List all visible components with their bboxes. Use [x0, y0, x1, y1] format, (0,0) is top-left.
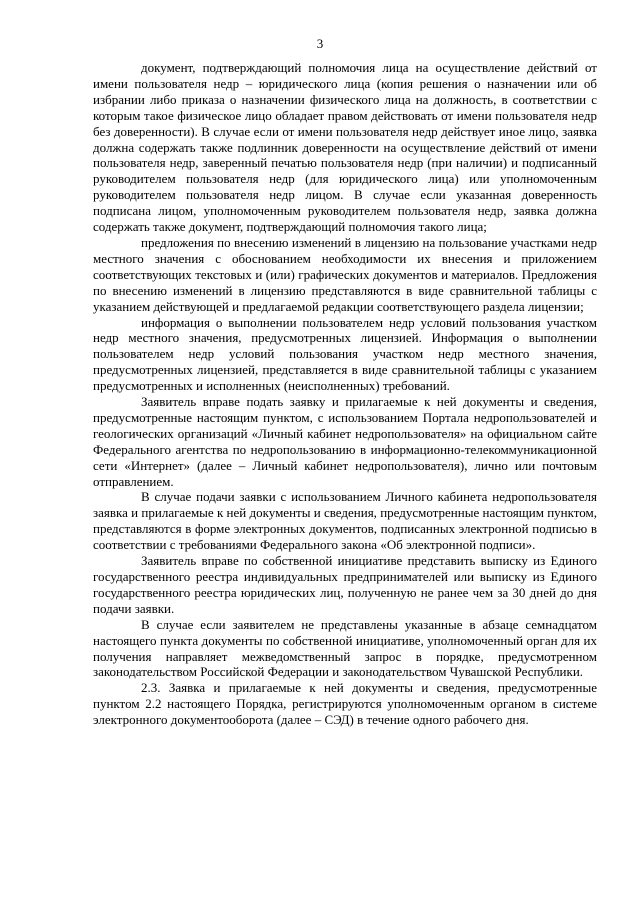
paragraph-interagency-request: В случае если заявителем не представлены указанные в абзаце семнадцатом настоящего пункта документы по собственной инициативе, уполномоченный орган для их получения направляет межведомственный запрос в порядке, предусмотренном законодательством Российской Федерации и законодательством Чувашской Республики. — [93, 616, 597, 680]
paragraph-license-conditions-info: информация о выполнении пользователем недр условий пользования участком недр местного значения, предусмотренных лицензией. Информация о выполнении пользователем недр условий пользования участком недр местного значения, предусмотренных лицензией, представляется в виде сравнительной таблицы с указанием предусмотренных и исполненных (неисполненных) требований. — [93, 314, 597, 394]
page-number: 3 — [316, 36, 324, 51]
paragraph-registration-2-3: 2.3. Заявка и прилагаемые к ней документы и сведения, предусмотренные пунктом 2.2 настоящего Порядка, регистрируются уполномоченным органом в системе электронного документооборота (далее – СЭД) в течение одного рабочего дня. — [93, 680, 597, 728]
paragraph-electronic-submission: В случае подачи заявки с использованием Личного кабинета недропользователя заявка и прилагаемые к ней документы и сведения, предусмотренные настоящим пунктом, представляются в форме электронных документов, подписанных электронной подписью в соответствии с требованиями Федерального закона «Об электронной подписи». — [93, 489, 597, 553]
document-body — [93, 60, 597, 728]
paragraph-license-change-proposals: предложения по внесению изменений в лицензию на пользование участками недр местного значения с обоснованием необходимости их внесения и приложением соответствующих текстовых и (или) графических документов и материалов. Предложения по внесению изменений в лицензию представляются в виде сравнительной таблицы с указанием действующей и предлагаемой редакции соответствующего раздела лицензии; — [93, 234, 597, 314]
paragraph-submission-methods: Заявитель вправе подать заявку и прилагаемые к ней документы и сведения, предусмотренные настоящим пунктом, с использованием Портала недропользователей и геологических организаций «Личный кабинет недропользователя» на официальном сайте Федерального агентства по недропользованию в информационно-телекоммуникационной сети «Интернет» (далее – Личный кабинет недропользователя), лично или почтовым отправлением. — [93, 394, 597, 489]
paragraph-registry-extract: Заявитель вправе по собственной инициативе представить выписку из Единого государственного реестра индивидуальных предпринимателей или выписку из Единого государственного реестра юридических лиц, полученную не ранее чем за 30 дней до дня подачи заявки. — [93, 553, 597, 616]
paragraph-document-authority: документ, подтверждающий полномочия лица на осуществление действий от имени пользователя недр – юридического лица (копия решения о назначении или об избрании либо приказа о назначении физического лица на должность, в соответствии с которым такое физическое лицо обладает правом действовать от имени пользователя недр без доверенности). В случае если от имени пользователя недр действует иное лицо, заявка должна содержать также подлинник доверенности на осуществление действий от имени пользователя недр, заверенный печатью пользователя недр (при наличии) и подписанный руководителем пользователя недр (для юридического лица) или уполномоченным руководителем пользователя недр лицом. В случае если указанная доверенность подписана лицом, уполномоченным руководителем пользователя недр, заявка должна содержать также документ, подтверждающий полномочия такого лица; — [93, 60, 597, 235]
